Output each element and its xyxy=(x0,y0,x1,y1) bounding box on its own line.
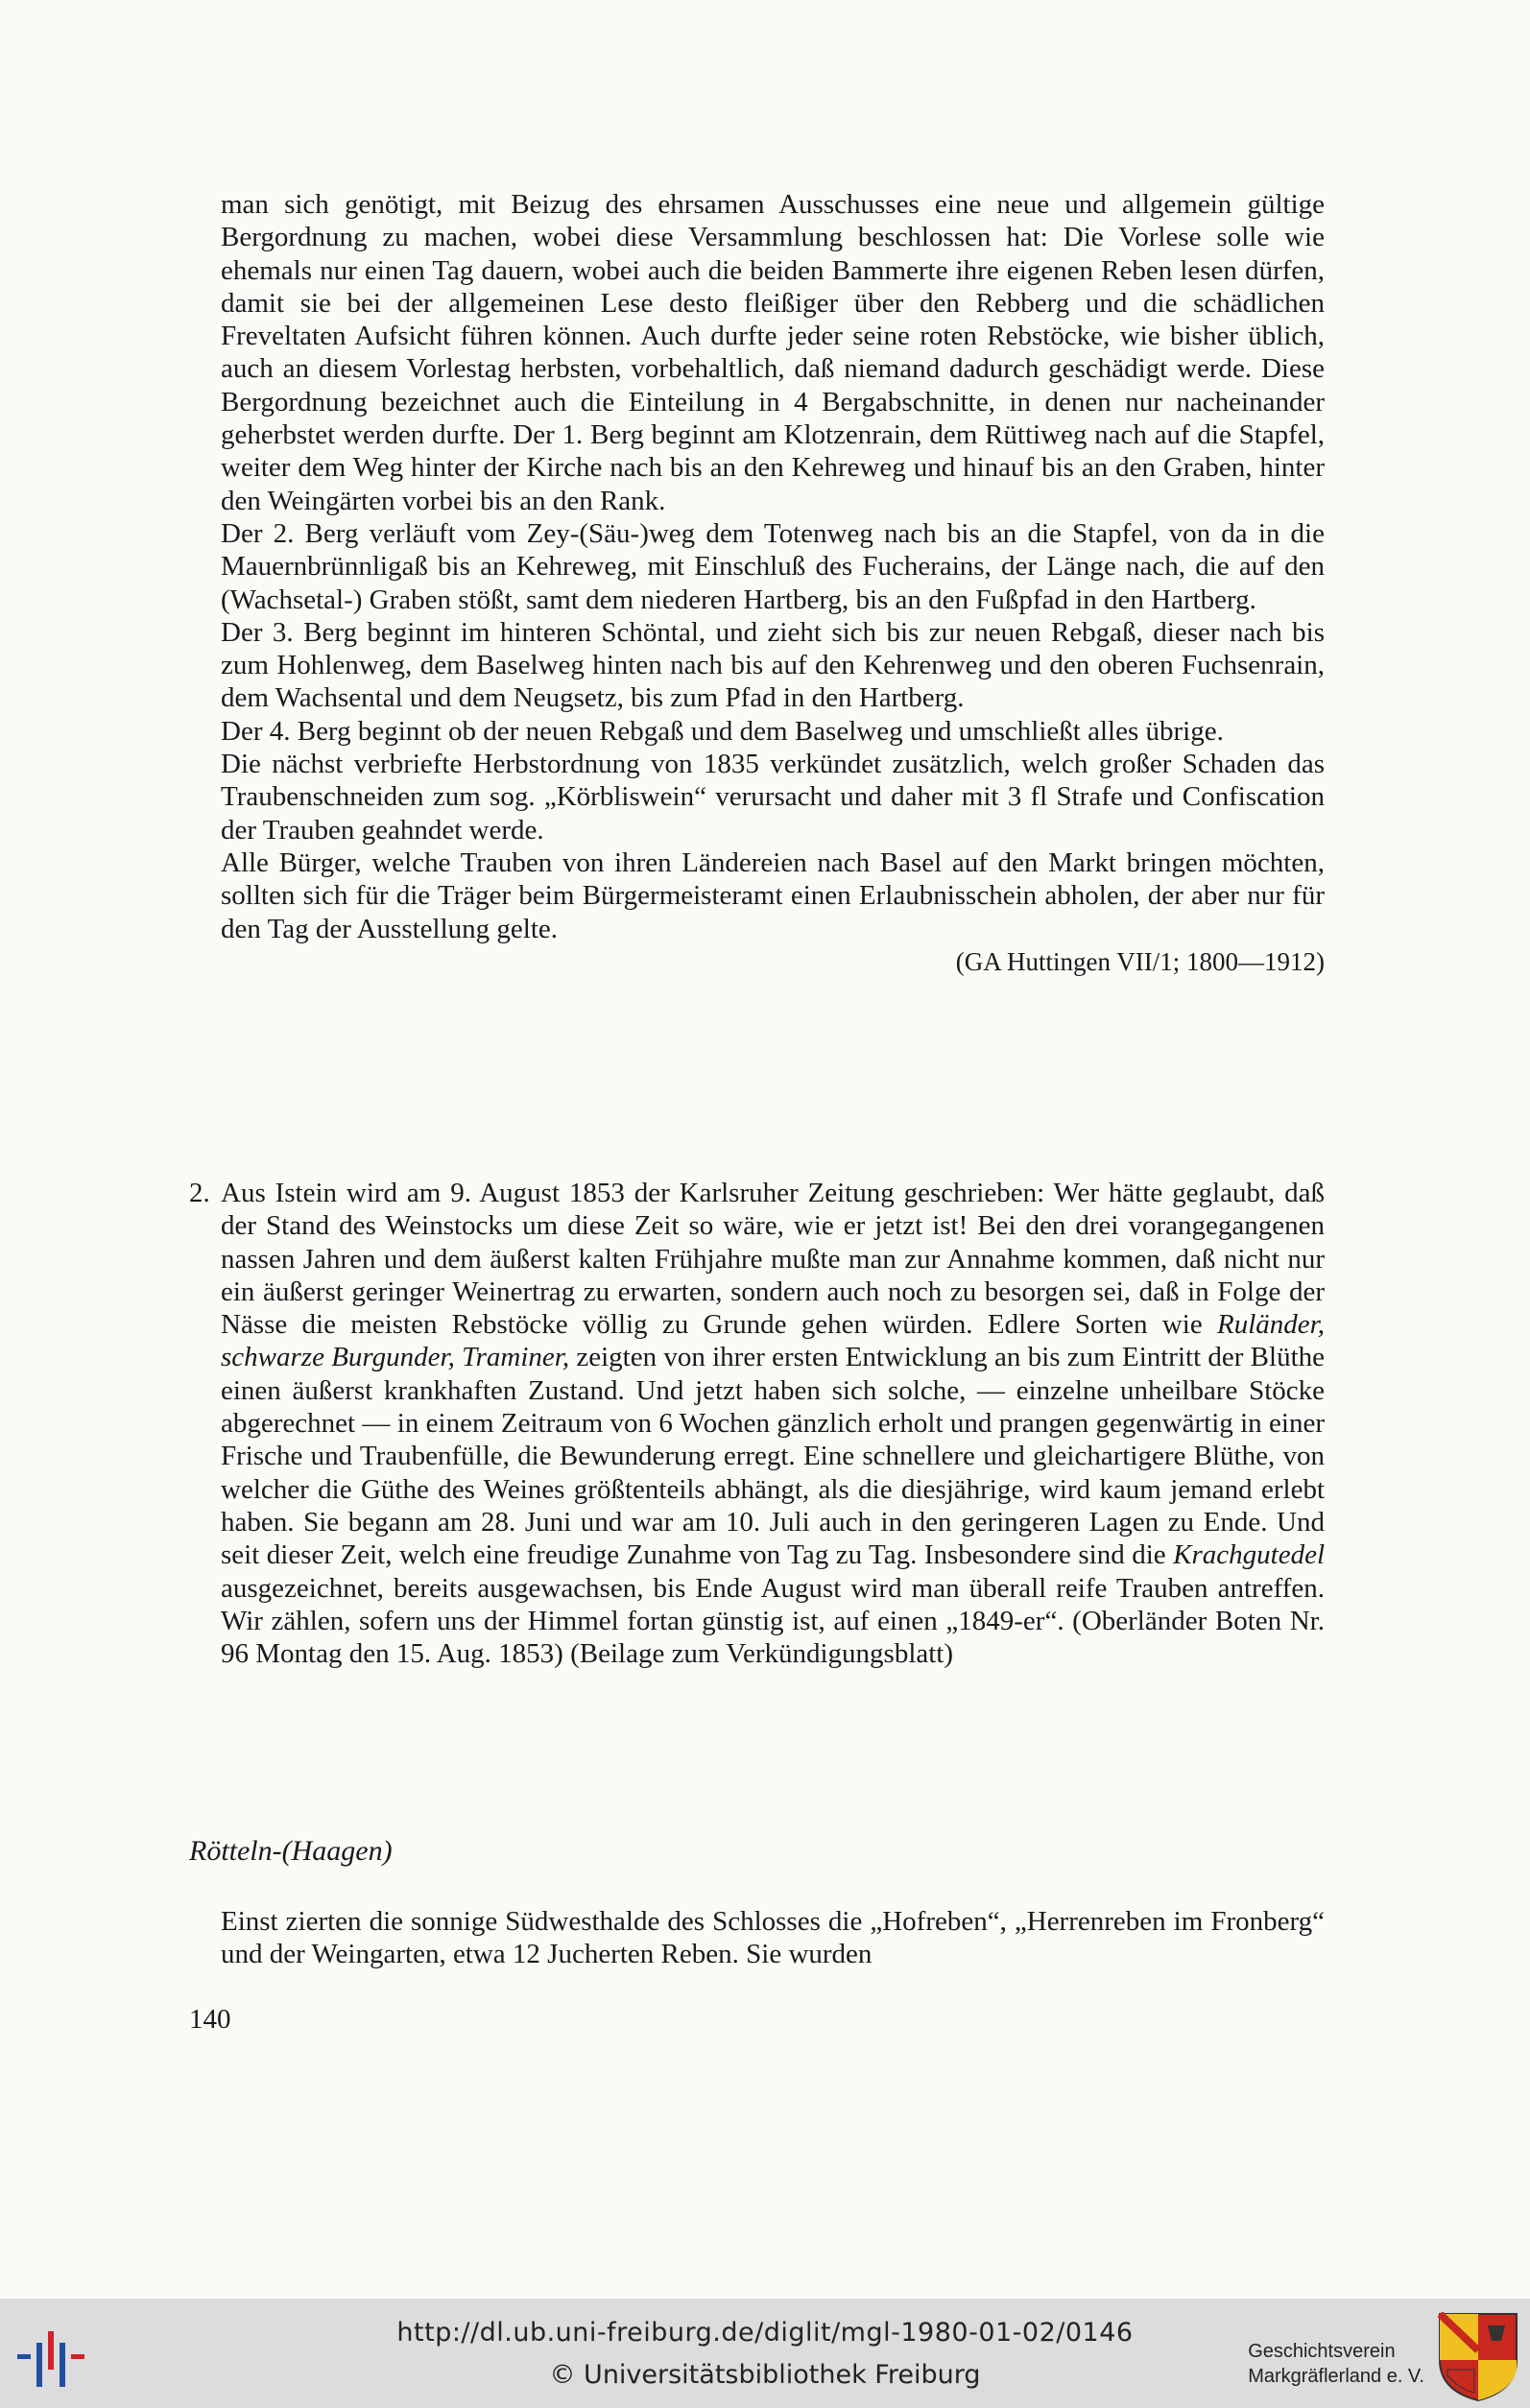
numbered-item-2 xyxy=(189,1177,1325,1670)
item-text-c: ausgezeichnet, bereits ausgewachsen, bis Ende August wird man überall reife Trauben antreffen. Wir zählen, sofern uns der Himmel fortan günstig ist, auf einen „1849-er“. (Oberländer Boten Nr. 96 Montag den 15. Aug. 1853) (Beilage zum Verkündigungsblatt) xyxy=(221,1572,1325,1670)
item-text-b: zeigten von ihrer ersten Entwicklung an bis zum Eintritt der Blüthe einen äußerst krankhaften Zustand. Und jetzt haben sich solche, — einzelne unheilbare Stöcke abgerechnet — in einem Zeitraum von 6 Wochen gänzlich erholt und prangen gegenwärtig in einer Frische und Traubenfülle, die Bewunderung erregt. Eine schnellere und gleichartigere Blüthe, von welcher die Güthe des Weines größtenteils abhängt, als die diesjährige, wird kaum jemand erlebt haben. Sie begann am 28. Juni und war am 10. Juli auch in den geringeren Lagen zu Ende. Und seit dieser Zeit, welch eine freudige Zunahme von Tag zu Tag. Insbesondere sind die xyxy=(221,1342,1326,1571)
paragraph: Der 4. Berg beginnt ob der neuen Rebgaß und dem Baselweg und umschließt alles übrige. xyxy=(221,715,1224,747)
organization-name xyxy=(1248,2339,1424,2389)
item-text-a: Aus Istein wird am 9. August 1853 der Karlsruher Zeitung geschrieben: Wer hätte geglaubt, daß der Stand des Weinstocks um diese Zeit so wäre, wie er jetzt ist! Bei den drei vorangegangenen nassen Jahren und dem äußerst kalten Frühjahre mußte man zur Annahme kommen, daß nicht nur ein äußerst geringer Weinertrag zu erwarten, sondern auch noch zu besorgen sei, daß in Folge der Nässe die meisten Rebstöcke völlig zu Grunde gehen würden. Edlere Sorten wie xyxy=(221,1178,1325,1341)
organization-line-1: Geschichtsverein xyxy=(1248,2341,1396,2362)
text-block-bergordnung xyxy=(221,188,1325,978)
paragraph: Der 3. Berg beginnt im hinteren Schöntal, und zieht sich bis zur neuen Rebgaß, dieser nach bis zum Hohlenweg, dem Baselweg hinten nach bis auf den Kehrenweg und den oberen Fuchsenrain, dem Wachsental und dem Neugsetz, bis zum Pfad in den Hartberg. xyxy=(221,616,1325,714)
item-paragraph xyxy=(221,1177,1325,1670)
grape-varieties: Ruländer, schwarze Burgunder, Traminer, xyxy=(221,1309,1325,1373)
text-block-roetteln xyxy=(221,1905,1325,1971)
organization-line-2: Markgräflerland e. V. xyxy=(1248,2366,1424,2387)
paragraph: Die nächst verbriefte Herbstordnung von 1835 verkündet zusätzlich, welch großer Schaden das Traubenschneiden zum sog. „Körbliswein“ verursacht und daher mit 3 fl Strafe und Confiscation der Trauben geahndet werde. xyxy=(221,749,1325,846)
paragraph: Einst zierten die sonnige Südwesthalde des Schlosses die „Hofreben“, „Herrenreben im Fronberg“ und der Weingarten, etwa 12 Jucherten Reben. Sie wurden xyxy=(221,1906,1325,1970)
coat-of-arms-icon xyxy=(1438,2312,1518,2402)
paragraph: man sich genötigt, mit Beizug des ehrsamen Ausschusses eine neue und allgemein gültige Bergordnung zu machen, wobei diese Versammlung beschlossen hat: Die Vorlese solle wie ehemals nur einen Tag dauern, wobei auch die beiden Bammerte ihre eigenen Reben lesen dürfen, damit sie bei der allgemeinen Lese desto fleißiger über den Rebberg und die schädlichen Freveltaten Aufsicht führen können. Auch durfte jeder seine roten Rebstöcke, wie bisher üblich, auch an diesem Vorlestag herbsten, vorbehaltlich, daß niemand dadurch geschädigt werde. Diese Bergordnung bezeichnet auch die Einteilung in 4 Bergabschnitte, in denen nur nacheinander geherbstet werden durfte. Der 1. Berg beginnt am Klotzenrain, dem Rüttiweg nach auf die Stapfel, weiter dem Weg hinter der Kirche nach bis an den Kehreweg und hinauf bis an den Graben, hinter den Weingärten vorbei bis an den Rank. xyxy=(221,189,1325,516)
paragraph: Der 2. Berg verläuft vom Zey-(Säu-)weg dem Totenweg nach bis an die Stapfel, von da in die Mauernbrünnligaß bis an Kehreweg, mit Einschluß des Fucherains, der Länge nach, die auf den (Wachsetal-) Graben stößt, samt dem niederen Hartberg, bis an den Fußpfad in den Hartberg. xyxy=(221,517,1325,615)
item-number: 2. xyxy=(189,1178,210,1208)
permalink-url[interactable]: http://dl.ub.uni-freiburg.de/diglit/mgl-1980-01-02/0146 xyxy=(396,2318,1134,2348)
section-title: Rötteln-(Haagen) xyxy=(189,1835,393,1867)
copyright-notice: © Universitätsbibliothek Freiburg xyxy=(549,2360,981,2390)
item-body xyxy=(221,1177,1325,1670)
footer-bar xyxy=(0,2299,1530,2408)
grape-variety-krachgutedel: Krachgutedel xyxy=(1173,1539,1326,1571)
page-number: 140 xyxy=(189,2004,231,2035)
paragraph: Alle Bürger, welche Trauben von ihren Ländereien nach Basel auf den Markt bringen möchten, sollten sich für die Träger beim Bürgermeisteramt einen Erlaubnisschein abholen, der aber nur für den Tag der Ausstellung gelte. xyxy=(221,846,1325,944)
source-citation: (GA Huttingen VII/1; 1800—1912) xyxy=(955,946,1325,976)
